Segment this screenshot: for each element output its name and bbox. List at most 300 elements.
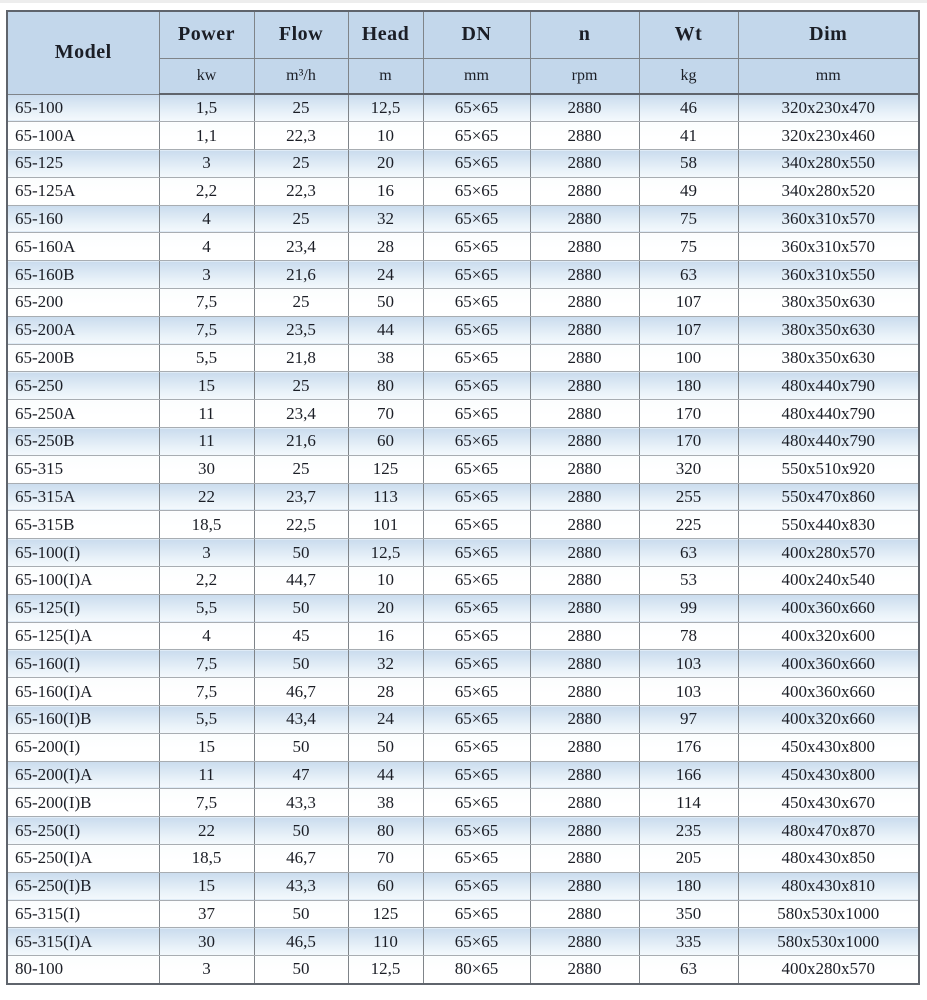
cell-n: 2880 <box>530 928 639 956</box>
cell-power: 2,2 <box>159 567 254 595</box>
cell-dn: 65×65 <box>423 733 530 761</box>
cell-dn: 65×65 <box>423 928 530 956</box>
cell-flow: 22,3 <box>254 177 348 205</box>
cell-power: 3 <box>159 261 254 289</box>
cell-n: 2880 <box>530 900 639 928</box>
cell-power: 15 <box>159 372 254 400</box>
cell-flow: 23,4 <box>254 233 348 261</box>
cell-model: 65-250B <box>7 428 159 456</box>
cell-dn: 65×65 <box>423 455 530 483</box>
table-body <box>7 94 919 984</box>
cell-n: 2880 <box>530 122 639 150</box>
cell-dim: 480x440x790 <box>738 400 919 428</box>
cell-power: 18,5 <box>159 845 254 873</box>
cell-model: 80-100 <box>7 956 159 984</box>
cell-wt: 103 <box>639 678 738 706</box>
cell-model: 65-200 <box>7 289 159 317</box>
cell-dim: 450x430x800 <box>738 733 919 761</box>
cell-power: 7,5 <box>159 316 254 344</box>
cell-n: 2880 <box>530 789 639 817</box>
cell-head: 113 <box>348 483 423 511</box>
cell-power: 4 <box>159 205 254 233</box>
cell-head: 38 <box>348 344 423 372</box>
cell-flow: 22,3 <box>254 122 348 150</box>
cell-wt: 114 <box>639 789 738 817</box>
cell-head: 28 <box>348 678 423 706</box>
cell-power: 7,5 <box>159 789 254 817</box>
cell-wt: 63 <box>639 539 738 567</box>
cell-n: 2880 <box>530 622 639 650</box>
cell-dn: 65×65 <box>423 428 530 456</box>
cell-dn: 65×65 <box>423 678 530 706</box>
table-row <box>7 316 919 344</box>
cell-dn: 65×65 <box>423 400 530 428</box>
cell-wt: 63 <box>639 956 738 984</box>
cell-model: 65-315A <box>7 483 159 511</box>
cell-dim: 400x360x660 <box>738 650 919 678</box>
cell-power: 11 <box>159 761 254 789</box>
cell-power: 3 <box>159 150 254 178</box>
cell-power: 15 <box>159 733 254 761</box>
cell-flow: 50 <box>254 594 348 622</box>
table-row <box>7 733 919 761</box>
cell-flow: 46,7 <box>254 845 348 873</box>
cell-flow: 50 <box>254 956 348 984</box>
cell-wt: 78 <box>639 622 738 650</box>
cell-n: 2880 <box>530 289 639 317</box>
cell-head: 32 <box>348 205 423 233</box>
pump-spec-table <box>6 10 920 985</box>
cell-power: 30 <box>159 928 254 956</box>
cell-head: 10 <box>348 567 423 595</box>
cell-model: 65-250 <box>7 372 159 400</box>
cell-flow: 23,5 <box>254 316 348 344</box>
cell-model: 65-100 <box>7 94 159 122</box>
col-header-flow: Flow <box>254 11 348 58</box>
cell-flow: 47 <box>254 761 348 789</box>
cell-n: 2880 <box>530 567 639 595</box>
table-row <box>7 372 919 400</box>
cell-wt: 100 <box>639 344 738 372</box>
table-row <box>7 177 919 205</box>
cell-model: 65-125(I) <box>7 594 159 622</box>
cell-flow: 21,8 <box>254 344 348 372</box>
cell-head: 70 <box>348 400 423 428</box>
cell-dn: 65×65 <box>423 567 530 595</box>
table-row <box>7 511 919 539</box>
cell-power: 4 <box>159 622 254 650</box>
cell-dn: 65×65 <box>423 289 530 317</box>
cell-head: 44 <box>348 316 423 344</box>
col-header-dn: DN <box>423 11 530 58</box>
cell-dn: 65×65 <box>423 622 530 650</box>
cell-n: 2880 <box>530 678 639 706</box>
cell-dim: 320x230x460 <box>738 122 919 150</box>
cell-wt: 225 <box>639 511 738 539</box>
cell-wt: 103 <box>639 650 738 678</box>
table-row <box>7 289 919 317</box>
table-row <box>7 706 919 734</box>
cell-wt: 255 <box>639 483 738 511</box>
col-header-dim: Dim <box>738 11 919 58</box>
cell-flow: 23,4 <box>254 400 348 428</box>
cell-flow: 46,5 <box>254 928 348 956</box>
cell-dn: 65×65 <box>423 817 530 845</box>
col-header-n: n <box>530 11 639 58</box>
cell-n: 2880 <box>530 817 639 845</box>
table-row <box>7 622 919 650</box>
cell-n: 2880 <box>530 845 639 873</box>
cell-n: 2880 <box>530 233 639 261</box>
cell-wt: 99 <box>639 594 738 622</box>
cell-dim: 480x440x790 <box>738 428 919 456</box>
cell-head: 24 <box>348 706 423 734</box>
cell-dim: 360x310x550 <box>738 261 919 289</box>
cell-flow: 25 <box>254 455 348 483</box>
cell-head: 32 <box>348 650 423 678</box>
cell-head: 20 <box>348 594 423 622</box>
cell-dn: 65×65 <box>423 205 530 233</box>
cell-power: 15 <box>159 872 254 900</box>
cell-dim: 480x470x870 <box>738 817 919 845</box>
cell-n: 2880 <box>530 511 639 539</box>
cell-flow: 50 <box>254 817 348 845</box>
cell-flow: 25 <box>254 289 348 317</box>
cell-power: 4 <box>159 233 254 261</box>
table-row <box>7 789 919 817</box>
cell-model: 65-125(I)A <box>7 622 159 650</box>
cell-dim: 380x350x630 <box>738 344 919 372</box>
cell-dn: 80×65 <box>423 956 530 984</box>
cell-wt: 97 <box>639 706 738 734</box>
cell-dim: 380x350x630 <box>738 316 919 344</box>
cell-dim: 400x240x540 <box>738 567 919 595</box>
cell-wt: 176 <box>639 733 738 761</box>
page-top-strip <box>0 0 927 3</box>
cell-n: 2880 <box>530 94 639 122</box>
col-unit-dn: mm <box>423 58 530 94</box>
cell-wt: 107 <box>639 316 738 344</box>
cell-model: 65-250(I)A <box>7 845 159 873</box>
cell-n: 2880 <box>530 539 639 567</box>
cell-flow: 43,3 <box>254 872 348 900</box>
cell-wt: 63 <box>639 261 738 289</box>
col-unit-flow: m³/h <box>254 58 348 94</box>
cell-power: 7,5 <box>159 650 254 678</box>
table-row <box>7 344 919 372</box>
table-row <box>7 233 919 261</box>
cell-power: 5,5 <box>159 594 254 622</box>
cell-power: 1,1 <box>159 122 254 150</box>
cell-n: 2880 <box>530 872 639 900</box>
cell-dn: 65×65 <box>423 872 530 900</box>
col-unit-head: m <box>348 58 423 94</box>
cell-dn: 65×65 <box>423 900 530 928</box>
cell-power: 5,5 <box>159 344 254 372</box>
table-row <box>7 817 919 845</box>
cell-dim: 580x530x1000 <box>738 928 919 956</box>
cell-n: 2880 <box>530 956 639 984</box>
cell-dim: 400x360x660 <box>738 594 919 622</box>
col-unit-dim: mm <box>738 58 919 94</box>
cell-power: 22 <box>159 817 254 845</box>
cell-head: 50 <box>348 733 423 761</box>
cell-flow: 21,6 <box>254 428 348 456</box>
cell-dn: 65×65 <box>423 177 530 205</box>
cell-dim: 400x360x660 <box>738 678 919 706</box>
cell-model: 65-315 <box>7 455 159 483</box>
cell-model: 65-200B <box>7 344 159 372</box>
cell-dim: 340x280x520 <box>738 177 919 205</box>
cell-n: 2880 <box>530 316 639 344</box>
cell-wt: 320 <box>639 455 738 483</box>
cell-flow: 21,6 <box>254 261 348 289</box>
cell-dim: 580x530x1000 <box>738 900 919 928</box>
cell-wt: 75 <box>639 233 738 261</box>
cell-model: 65-160A <box>7 233 159 261</box>
cell-power: 1,5 <box>159 94 254 122</box>
cell-flow: 46,7 <box>254 678 348 706</box>
cell-flow: 45 <box>254 622 348 650</box>
cell-dim: 380x350x630 <box>738 289 919 317</box>
cell-n: 2880 <box>530 761 639 789</box>
cell-model: 65-200(I) <box>7 733 159 761</box>
cell-wt: 107 <box>639 289 738 317</box>
cell-model: 65-100(I) <box>7 539 159 567</box>
cell-head: 70 <box>348 845 423 873</box>
col-unit-n: rpm <box>530 58 639 94</box>
cell-head: 12,5 <box>348 539 423 567</box>
cell-dim: 480x430x850 <box>738 845 919 873</box>
cell-head: 44 <box>348 761 423 789</box>
table-row <box>7 205 919 233</box>
cell-dim: 320x230x470 <box>738 94 919 122</box>
cell-n: 2880 <box>530 706 639 734</box>
cell-head: 12,5 <box>348 94 423 122</box>
cell-power: 5,5 <box>159 706 254 734</box>
cell-power: 11 <box>159 400 254 428</box>
cell-power: 3 <box>159 539 254 567</box>
cell-dim: 450x430x800 <box>738 761 919 789</box>
cell-model: 65-315B <box>7 511 159 539</box>
cell-head: 12,5 <box>348 956 423 984</box>
cell-model: 65-315(I)A <box>7 928 159 956</box>
cell-dim: 480x430x810 <box>738 872 919 900</box>
cell-power: 7,5 <box>159 678 254 706</box>
cell-model: 65-250(I) <box>7 817 159 845</box>
cell-dim: 400x280x570 <box>738 539 919 567</box>
cell-head: 50 <box>348 289 423 317</box>
cell-head: 60 <box>348 428 423 456</box>
cell-model: 65-125A <box>7 177 159 205</box>
cell-wt: 58 <box>639 150 738 178</box>
cell-model: 65-160(I) <box>7 650 159 678</box>
cell-model: 65-160 <box>7 205 159 233</box>
col-header-model: Model <box>7 11 159 94</box>
cell-power: 11 <box>159 428 254 456</box>
cell-dn: 65×65 <box>423 261 530 289</box>
cell-head: 80 <box>348 372 423 400</box>
table-row <box>7 872 919 900</box>
cell-n: 2880 <box>530 344 639 372</box>
cell-head: 101 <box>348 511 423 539</box>
cell-flow: 50 <box>254 650 348 678</box>
cell-wt: 170 <box>639 428 738 456</box>
col-header-power: Power <box>159 11 254 58</box>
cell-head: 16 <box>348 622 423 650</box>
cell-flow: 44,7 <box>254 567 348 595</box>
cell-flow: 25 <box>254 205 348 233</box>
cell-wt: 235 <box>639 817 738 845</box>
cell-dn: 65×65 <box>423 372 530 400</box>
table-row-partial <box>7 956 919 984</box>
cell-power: 37 <box>159 900 254 928</box>
cell-dn: 65×65 <box>423 483 530 511</box>
cell-dn: 65×65 <box>423 594 530 622</box>
cell-n: 2880 <box>530 177 639 205</box>
table-row <box>7 94 919 122</box>
cell-dim: 450x430x670 <box>738 789 919 817</box>
cell-head: 38 <box>348 789 423 817</box>
cell-wt: 49 <box>639 177 738 205</box>
cell-flow: 25 <box>254 94 348 122</box>
cell-power: 18,5 <box>159 511 254 539</box>
cell-head: 16 <box>348 177 423 205</box>
cell-wt: 53 <box>639 567 738 595</box>
table-row <box>7 150 919 178</box>
cell-dim: 360x310x570 <box>738 233 919 261</box>
cell-flow: 22,5 <box>254 511 348 539</box>
cell-n: 2880 <box>530 650 639 678</box>
cell-model: 65-100(I)A <box>7 567 159 595</box>
cell-flow: 50 <box>254 539 348 567</box>
table-row <box>7 261 919 289</box>
cell-dn: 65×65 <box>423 344 530 372</box>
cell-head: 60 <box>348 872 423 900</box>
cell-n: 2880 <box>530 205 639 233</box>
cell-dn: 65×65 <box>423 761 530 789</box>
cell-model: 65-160(I)A <box>7 678 159 706</box>
cell-model: 65-315(I) <box>7 900 159 928</box>
cell-n: 2880 <box>530 455 639 483</box>
cell-wt: 75 <box>639 205 738 233</box>
cell-dim: 550x440x830 <box>738 511 919 539</box>
cell-dn: 65×65 <box>423 650 530 678</box>
col-unit-power: kw <box>159 58 254 94</box>
table-row <box>7 539 919 567</box>
table-row <box>7 678 919 706</box>
cell-model: 65-200A <box>7 316 159 344</box>
table-row <box>7 428 919 456</box>
cell-n: 2880 <box>530 483 639 511</box>
cell-wt: 170 <box>639 400 738 428</box>
cell-head: 24 <box>348 261 423 289</box>
cell-dn: 65×65 <box>423 94 530 122</box>
cell-wt: 180 <box>639 372 738 400</box>
table-row <box>7 567 919 595</box>
table-header <box>7 11 919 94</box>
cell-dn: 65×65 <box>423 150 530 178</box>
cell-n: 2880 <box>530 150 639 178</box>
col-header-wt: Wt <box>639 11 738 58</box>
cell-n: 2880 <box>530 372 639 400</box>
cell-flow: 23,7 <box>254 483 348 511</box>
cell-model: 65-250A <box>7 400 159 428</box>
cell-model: 65-160B <box>7 261 159 289</box>
cell-power: 22 <box>159 483 254 511</box>
cell-model: 65-125 <box>7 150 159 178</box>
cell-model: 65-160(I)B <box>7 706 159 734</box>
cell-dn: 65×65 <box>423 122 530 150</box>
table-row <box>7 761 919 789</box>
cell-n: 2880 <box>530 261 639 289</box>
cell-flow: 43,4 <box>254 706 348 734</box>
cell-head: 125 <box>348 455 423 483</box>
cell-head: 10 <box>348 122 423 150</box>
cell-wt: 335 <box>639 928 738 956</box>
cell-n: 2880 <box>530 733 639 761</box>
cell-wt: 350 <box>639 900 738 928</box>
cell-dim: 400x280x570 <box>738 956 919 984</box>
cell-head: 28 <box>348 233 423 261</box>
cell-dn: 65×65 <box>423 539 530 567</box>
table-row <box>7 928 919 956</box>
table-row <box>7 400 919 428</box>
cell-power: 2,2 <box>159 177 254 205</box>
cell-dim: 480x440x790 <box>738 372 919 400</box>
cell-flow: 25 <box>254 150 348 178</box>
cell-power: 30 <box>159 455 254 483</box>
table-row <box>7 650 919 678</box>
table-row <box>7 122 919 150</box>
cell-flow: 43,3 <box>254 789 348 817</box>
cell-wt: 166 <box>639 761 738 789</box>
cell-wt: 46 <box>639 94 738 122</box>
cell-dn: 65×65 <box>423 233 530 261</box>
cell-power: 3 <box>159 956 254 984</box>
cell-n: 2880 <box>530 594 639 622</box>
table-row <box>7 594 919 622</box>
table-row <box>7 845 919 873</box>
table-row <box>7 900 919 928</box>
cell-power: 7,5 <box>159 289 254 317</box>
cell-dn: 65×65 <box>423 511 530 539</box>
cell-dim: 360x310x570 <box>738 205 919 233</box>
cell-flow: 50 <box>254 900 348 928</box>
cell-dim: 400x320x660 <box>738 706 919 734</box>
cell-dn: 65×65 <box>423 789 530 817</box>
cell-n: 2880 <box>530 428 639 456</box>
cell-wt: 41 <box>639 122 738 150</box>
col-unit-wt: kg <box>639 58 738 94</box>
cell-wt: 205 <box>639 845 738 873</box>
cell-flow: 50 <box>254 733 348 761</box>
cell-dn: 65×65 <box>423 845 530 873</box>
table-row <box>7 455 919 483</box>
cell-model: 65-250(I)B <box>7 872 159 900</box>
header-label-row <box>7 11 919 58</box>
cell-model: 65-100A <box>7 122 159 150</box>
cell-dim: 550x510x920 <box>738 455 919 483</box>
cell-n: 2880 <box>530 400 639 428</box>
table-row <box>7 483 919 511</box>
cell-model: 65-200(I)A <box>7 761 159 789</box>
cell-wt: 180 <box>639 872 738 900</box>
cell-head: 125 <box>348 900 423 928</box>
col-header-head: Head <box>348 11 423 58</box>
cell-model: 65-200(I)B <box>7 789 159 817</box>
cell-head: 20 <box>348 150 423 178</box>
